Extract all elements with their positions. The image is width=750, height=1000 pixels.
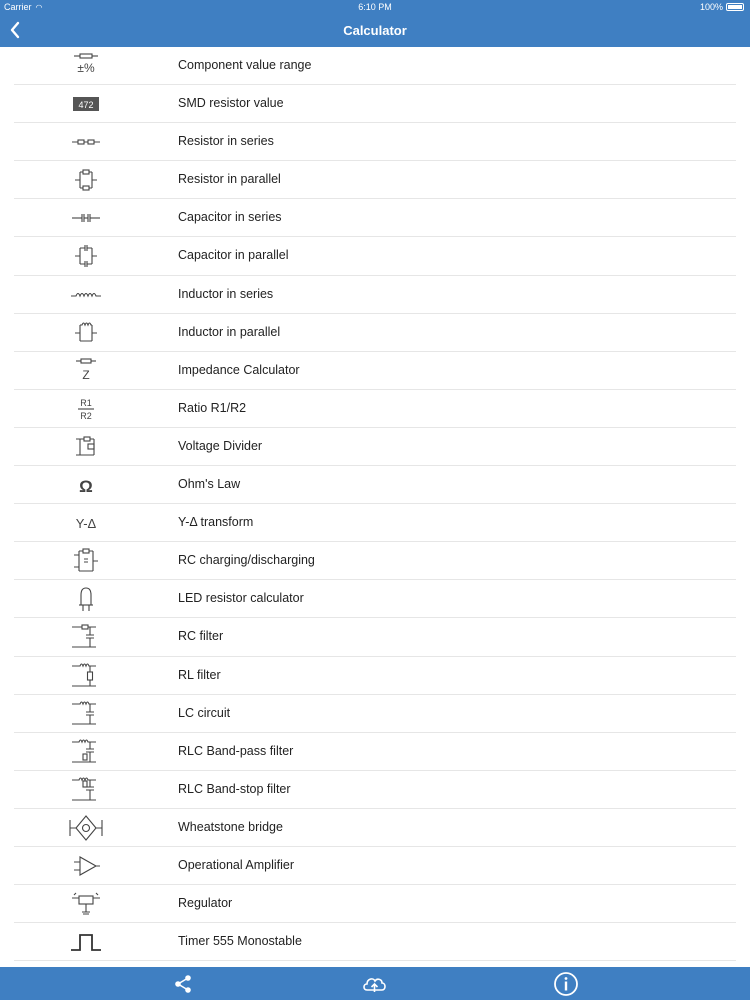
list-item-resistor-series[interactable] <box>14 123 736 161</box>
list-item-label: Resistor in series <box>178 134 274 149</box>
list-item-label: SMD resistor value <box>178 96 284 111</box>
list-item-omega[interactable] <box>14 466 736 504</box>
list-item-label: Y-Δ transform <box>178 515 254 530</box>
inductor-parallel-icon <box>66 319 106 347</box>
list-item-inductor-parallel[interactable] <box>14 314 736 352</box>
regulator-icon <box>66 890 106 918</box>
status-bar <box>0 0 750 14</box>
cloud-upload-button[interactable] <box>361 971 387 997</box>
calculator-list <box>0 47 750 967</box>
list-item-inductor-series[interactable] <box>14 276 736 314</box>
svg-text:Z: Z <box>82 367 90 382</box>
wheatstone-icon <box>66 814 106 842</box>
list-item-rc-filter[interactable] <box>14 618 736 656</box>
list-item-label: Timer 555 Monostable <box>178 934 302 949</box>
capacitor-series-icon <box>66 204 106 232</box>
svg-text:Y-Δ: Y-Δ <box>75 516 97 532</box>
led-icon <box>66 585 106 613</box>
voltage-divider-icon <box>66 433 106 461</box>
list-item-y-delta[interactable] <box>14 504 736 542</box>
list-item-label: LED resistor calculator <box>178 591 304 606</box>
smd-resistor-icon <box>66 90 106 118</box>
list-item-rlc-bandstop[interactable] <box>14 771 736 809</box>
list-item-label: LC circuit <box>178 705 231 720</box>
list-item-rl-filter[interactable] <box>14 657 736 695</box>
y-delta-icon <box>66 509 106 537</box>
battery-percent: 100% <box>699 2 723 12</box>
list-item-label: Capacitor in series <box>178 210 282 225</box>
list-item-label: Component value range <box>178 58 312 72</box>
list-item-component-value[interactable] <box>14 47 736 85</box>
capacitor-parallel-icon <box>66 242 106 270</box>
list-item-label: Voltage Divider <box>178 438 263 453</box>
list-item-capacitor-parallel[interactable] <box>14 237 736 275</box>
omega-icon <box>66 471 106 499</box>
cloud-upload-icon <box>361 971 387 997</box>
rc-charging-icon <box>66 547 106 575</box>
svg-text:R1: R1 <box>80 397 92 408</box>
list-item-label: RLC Band-stop filter <box>178 781 291 796</box>
rlc-bandpass-icon <box>66 738 106 766</box>
list-item-label: Operational Amplifier <box>178 857 295 872</box>
list-item-wheatstone[interactable] <box>14 809 736 847</box>
ratio-icon <box>66 395 106 423</box>
component-value-icon <box>66 52 106 80</box>
battery-indicator <box>700 0 744 14</box>
bottom-toolbar <box>0 967 750 1000</box>
resistor-series-icon <box>66 128 106 156</box>
svg-text:Ω: Ω <box>79 477 93 497</box>
resistor-parallel-icon <box>66 166 106 194</box>
rl-filter-icon <box>66 662 106 690</box>
impedance-icon <box>66 357 106 385</box>
list-item-voltage-divider[interactable] <box>14 428 736 466</box>
pulse-icon <box>66 928 106 956</box>
battery-icon <box>726 3 744 11</box>
page-title: Calculator <box>343 23 407 38</box>
lc-circuit-icon <box>66 700 106 728</box>
list-item-label: Inductor in parallel <box>178 324 281 339</box>
list-item-label: Ohm's Law <box>178 477 241 492</box>
list-item-label: Wheatstone bridge <box>178 819 283 834</box>
navigation-bar <box>0 14 750 47</box>
list-item-label: RC charging/discharging <box>178 553 315 568</box>
svg-text:472: 472 <box>78 100 94 111</box>
list-item-label: RL filter <box>178 667 221 682</box>
list-item-resistor-parallel[interactable] <box>14 161 736 199</box>
list-item-pulse[interactable] <box>14 923 736 961</box>
carrier-text: Carrier <box>4 2 32 12</box>
list-item-label: RLC Band-pass filter <box>178 743 294 758</box>
share-button[interactable] <box>170 971 196 997</box>
inductor-series-icon <box>66 281 106 309</box>
list-item-impedance[interactable] <box>14 352 736 390</box>
rlc-bandstop-icon <box>66 776 106 804</box>
list-item-label: Impedance Calculator <box>178 362 300 377</box>
rc-filter-icon <box>66 623 106 651</box>
list-item-smd-resistor[interactable] <box>14 85 736 123</box>
svg-text:R2: R2 <box>80 410 92 421</box>
op-amp-icon <box>66 852 106 880</box>
list-item-ratio[interactable] <box>14 390 736 428</box>
list-item-lc-circuit[interactable] <box>14 695 736 733</box>
share-icon <box>170 971 196 997</box>
clock: 6:10 PM <box>358 2 392 12</box>
list-item-capacitor-series[interactable] <box>14 199 736 237</box>
list-item-label: Regulator <box>178 896 233 911</box>
list-item-label: Capacitor in parallel <box>178 248 289 263</box>
list-item-label: Inductor in series <box>178 286 274 301</box>
list-item-rlc-bandpass[interactable] <box>14 733 736 771</box>
list-item-label: Ratio R1/R2 <box>178 400 247 415</box>
list-item-led[interactable] <box>14 580 736 618</box>
list-item-label: Resistor in parallel <box>178 172 281 187</box>
list-item-regulator[interactable] <box>14 885 736 923</box>
wifi-icon: ◠ <box>35 3 43 12</box>
list-item-op-amp[interactable] <box>14 847 736 885</box>
svg-text:±%: ±% <box>77 61 95 75</box>
info-button[interactable] <box>553 971 579 997</box>
info-icon <box>553 971 579 997</box>
list-item-label: RC filter <box>178 629 224 644</box>
list-item-rc-charging[interactable] <box>14 542 736 580</box>
